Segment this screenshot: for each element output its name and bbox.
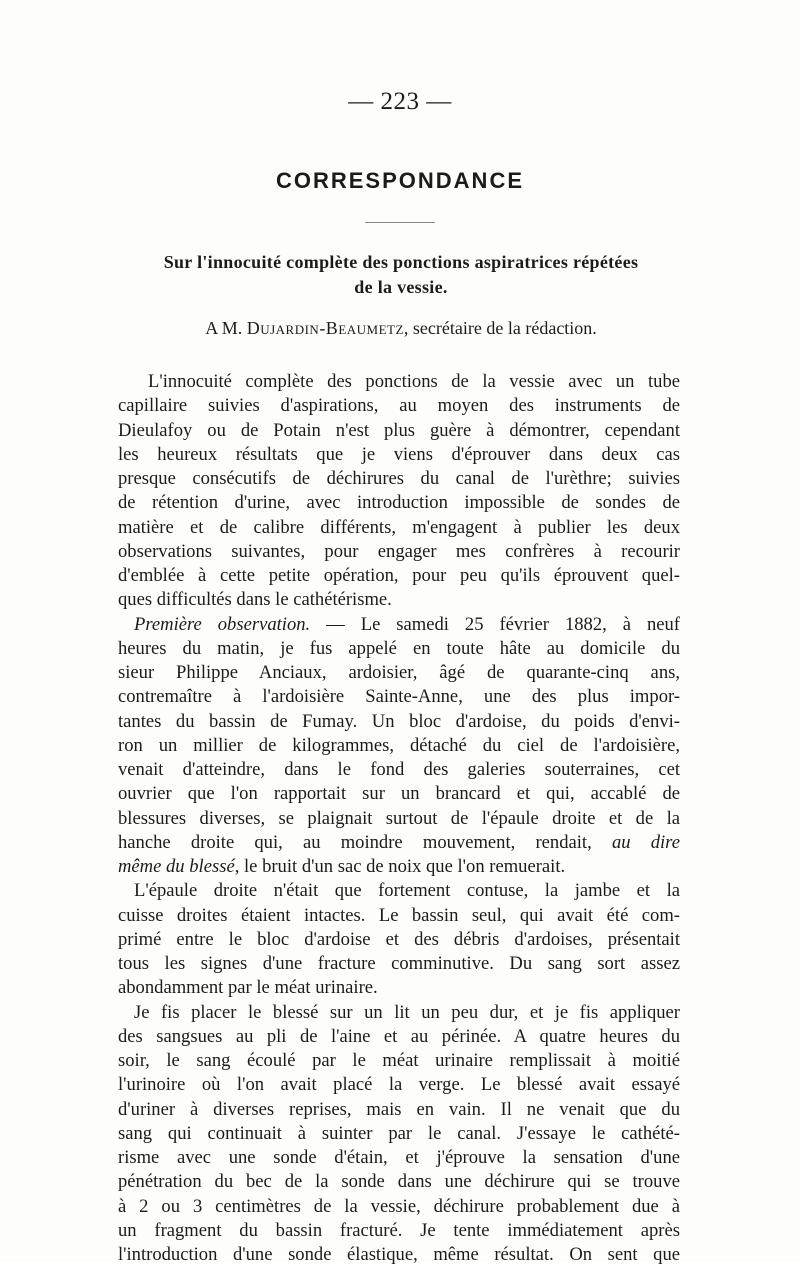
body-line: heures du matin, je fus appelé en toute hâte au domicile du	[118, 637, 680, 659]
body-line: l'introduction d'une sonde élastique, même résultat. On sent que	[118, 1244, 680, 1265]
article-title-line-1: Sur l'innocuité complète des ponctions aspiratrices répétées	[163, 252, 639, 272]
body-line-text: hanche droite qui, au moindre mouvement, rendait,	[118, 831, 592, 853]
body-line: ques difficultés dans le cathétérisme.	[118, 589, 392, 611]
address-prefix: A M.	[205, 318, 247, 338]
body-line-meme-du-blesse	[118, 855, 680, 879]
body-line: L'épaule droite n'était que fortement contuse, la jambe et la	[134, 880, 680, 902]
body-line: risme avec une sonde d'étain, et j'éprouve la sensation d'une	[118, 1147, 680, 1168]
body-line: pénétration du bec de la sonde dans une déchirure qui se trouve	[118, 1171, 680, 1193]
body-line: sang qui continuait à suinter par le canal. J'essaye le cathété-	[118, 1122, 680, 1144]
body-line: abondamment par le méat urinaire.	[118, 977, 378, 999]
body-line: contremaître à l'ardoisière Sainte-Anne, une des plus impor-	[118, 686, 680, 708]
body-line: à 2 ou 3 centimètres de la vessie, déchirure probablement due à	[118, 1195, 680, 1217]
letter-address	[110, 316, 692, 340]
body-line: des sangsues au pli de l'aine et au périnée. A quatre heures du	[118, 1025, 680, 1047]
body-line: d'uriner à diverses reprises, mais en vain. Il ne venait que du	[118, 1098, 680, 1120]
body-line: les heureux résultats que je viens d'éprouver dans deux cas	[118, 443, 680, 465]
address-name: Dujardin-Beaumetz	[246, 318, 404, 338]
body-line: L'innocuité complète des ponctions de la vessie avec un tube	[148, 371, 680, 392]
body-line: primé entre le bloc d'ardoise et des débris d'ardoises, présentait	[118, 928, 680, 950]
italic-meme-du-blesse: même du blessé	[118, 856, 235, 877]
page-number: — 223 —	[348, 88, 452, 115]
body-line: cuisse droites étaient intactes. Le bassin seul, qui avait été com-	[118, 904, 680, 926]
body-line: Dieulafoy ou de Potain n'est plus guère à démontrer, cependant	[118, 419, 680, 441]
body-line: soir, le sang écoulé par le méat urinaire remplissait à moitié	[118, 1050, 680, 1071]
address-suffix: , secrétaire de la rédaction.	[403, 318, 597, 338]
body-line: l'urinoire où l'on avait placé la verge. Le blessé avait essayé	[118, 1074, 680, 1096]
body-line: capillaire suivies d'aspirations, au moyen des instruments de	[118, 395, 680, 417]
body-line: de rétention d'urine, avec introduction impossible de sondes de	[118, 492, 680, 514]
body-line: matière et de calibre différents, m'engagent à publier les deux	[118, 516, 680, 538]
body-line: ouvrier que l'on rapportait sur un brancard et qui, accablé de	[118, 783, 680, 805]
body-line: d'emblée à cette petite opération, pour peu qu'ils éprouvent quel-	[118, 565, 680, 586]
body-line: Je fis placer le blessé sur un lit un peu dur, et je fis appliquer	[134, 1001, 680, 1023]
observation-heading: Première observation.	[134, 613, 311, 635]
body-line: blessures diverses, se plaignait surtout de l'épaule droite et de la	[118, 807, 680, 829]
article-title-line-2: de la vessie.	[354, 277, 448, 297]
section-heading: CORRESPONDANCE	[275, 168, 525, 193]
body-line: tantes du bassin de Fumay. Un bloc d'ardoise, du poids d'envi-	[118, 710, 680, 732]
body-line-au-dire	[118, 831, 680, 855]
divider-rule	[365, 222, 435, 223]
body-line: venait d'atteindre, dans le fond des galeries souterraines, cet	[118, 759, 680, 780]
body-line: observations suivantes, pour engager mes confrères à recourir	[118, 540, 680, 562]
body-line: presque consécutifs de déchirures du canal de l'urèthre; suivies	[118, 468, 680, 489]
body-line: un fragment du bassin fracturé. Je tente immédiatement après	[118, 1219, 680, 1241]
body-line: tous les signes d'une fracture comminutive. Du sang sort assez	[118, 953, 680, 974]
body-line-observation	[118, 613, 680, 637]
italic-au-dire: au dire	[611, 831, 680, 853]
body-line: ron un millier de kilogrammes, détaché du ciel de l'ardoisière,	[118, 734, 680, 756]
letter-body	[118, 370, 680, 1267]
body-line-text: , le bruit d'un sac de noix que l'on remuerait.	[234, 856, 566, 877]
body-line: sieur Philippe Anciaux, ardoisier, âgé de quarante-cinq ans,	[118, 662, 680, 683]
article-title	[110, 250, 692, 300]
body-line-text: — Le samedi 25 février 1882, à neuf	[326, 613, 680, 635]
